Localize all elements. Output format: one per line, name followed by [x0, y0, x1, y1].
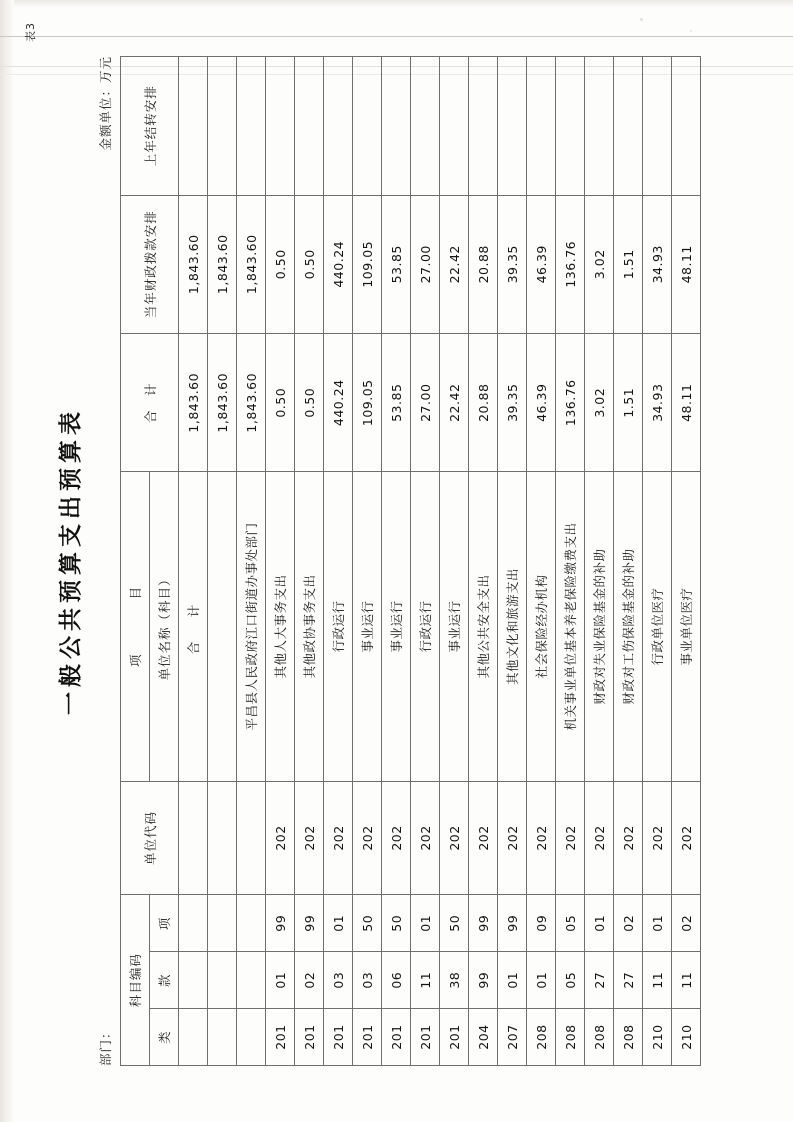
header-prev-year-carryover: 上年结转安排 [121, 57, 179, 196]
cell-unit-code: 202 [324, 781, 353, 895]
cell-code-section: 03 [324, 952, 353, 1009]
cell-code-item: 50 [353, 895, 382, 952]
cell-total: 20.88 [469, 334, 498, 472]
cell-unit-code: 202 [556, 781, 585, 895]
cell-current-year-budget: 1,843.60 [179, 195, 208, 333]
cell-total: 0.50 [295, 334, 324, 472]
cell-unit-name: 行政运行 [411, 472, 440, 781]
cell-prev-year-carryover [614, 57, 643, 196]
cell-total: 0.50 [266, 334, 295, 472]
cell-code-class [208, 1009, 237, 1066]
cell-unit-name: 其他文化和旅游支出 [498, 472, 527, 781]
cell-prev-year-carryover [266, 57, 295, 196]
cell-current-year-budget: 1,843.60 [237, 195, 266, 333]
cell-code-section: 03 [353, 952, 382, 1009]
page-title: 一般公共预算支出预算表 [58, 407, 84, 715]
cell-current-year-budget: 440.24 [324, 195, 353, 333]
cell-code-section: 99 [469, 952, 498, 1009]
cell-code-section: 27 [585, 952, 614, 1009]
cell-unit-name: 事业运行 [353, 472, 382, 781]
cell-prev-year-carryover [643, 57, 672, 196]
table-row [179, 57, 208, 1066]
cell-unit-name: 事业运行 [382, 472, 411, 781]
cell-code-item: 01 [411, 895, 440, 952]
cell-unit-name: 社会保险经办机构 [527, 472, 556, 781]
table-row [527, 57, 556, 1066]
header-current-year-budget: 当年财政拨款安排 [121, 195, 179, 333]
cell-code-item: 99 [295, 895, 324, 952]
table-row [295, 57, 324, 1066]
cell-total: 440.24 [324, 334, 353, 472]
amount-unit-label: 金额单位：万元 [98, 56, 113, 151]
cell-unit-code: 202 [527, 781, 556, 895]
header-code-item: 项 [150, 895, 179, 952]
cell-current-year-budget: 3.02 [585, 195, 614, 333]
table-header [121, 57, 179, 1066]
table-row [672, 57, 701, 1066]
cell-total: 1,843.60 [237, 334, 266, 472]
table-row [353, 57, 382, 1066]
cell-prev-year-carryover [672, 57, 701, 196]
cell-current-year-budget: 0.50 [266, 195, 295, 333]
cell-total: 48.11 [672, 334, 701, 472]
cell-code-class: 201 [266, 1009, 295, 1066]
cell-code-class: 210 [672, 1009, 701, 1066]
cell-unit-code [237, 781, 266, 895]
header-unit-code: 单位代码 [121, 781, 179, 895]
cell-unit-code: 202 [295, 781, 324, 895]
cell-unit-name: 其他政协事务支出 [295, 472, 324, 781]
cell-code-class [237, 1009, 266, 1066]
cell-code-item [208, 895, 237, 952]
cell-code-class: 207 [498, 1009, 527, 1066]
cell-code-section: 27 [614, 952, 643, 1009]
cell-total: 22.42 [440, 334, 469, 472]
cell-total: 27.00 [411, 334, 440, 472]
cell-code-section: 02 [295, 952, 324, 1009]
cell-code-section: 11 [643, 952, 672, 1009]
cell-code-section [208, 952, 237, 1009]
table-row [440, 57, 469, 1066]
cell-total: 1,843.60 [179, 334, 208, 472]
cell-code-class: 201 [353, 1009, 382, 1066]
cell-prev-year-carryover [556, 57, 585, 196]
header-code-group: 科目编码 [121, 895, 150, 1066]
cell-prev-year-carryover [382, 57, 411, 196]
table-row [266, 57, 295, 1066]
table-header-row-1 [121, 57, 150, 1066]
cell-current-year-budget: 22.42 [440, 195, 469, 333]
cell-code-item [237, 895, 266, 952]
cell-code-section: 01 [527, 952, 556, 1009]
cell-prev-year-carryover [179, 57, 208, 196]
cell-prev-year-carryover [469, 57, 498, 196]
department-label: 部门： [98, 1025, 113, 1066]
cell-code-item: 01 [324, 895, 353, 952]
cell-code-class: 210 [643, 1009, 672, 1066]
cell-current-year-budget: 53.85 [382, 195, 411, 333]
header-code-class: 类 [150, 1009, 179, 1066]
cell-unit-name: 事业运行 [440, 472, 469, 781]
cell-code-item: 99 [498, 895, 527, 952]
cell-code-item: 50 [440, 895, 469, 952]
cell-unit-name [208, 472, 237, 781]
cell-code-section: 11 [672, 952, 701, 1009]
cell-total: 1.51 [614, 334, 643, 472]
cell-unit-name: 行政运行 [324, 472, 353, 781]
cell-unit-name: 行政单位医疗 [643, 472, 672, 781]
table-row [208, 57, 237, 1066]
cell-unit-name: 其他人大事务支出 [266, 472, 295, 781]
cell-unit-name: 其他公共安全支出 [469, 472, 498, 781]
budget-table [120, 56, 701, 1066]
cell-unit-name: 财政对工伤保险基金的补助 [614, 472, 643, 781]
subheader-row [96, 56, 114, 1066]
cell-code-class: 208 [614, 1009, 643, 1066]
cell-unit-code: 202 [440, 781, 469, 895]
cell-code-item: 09 [527, 895, 556, 952]
table-row [614, 57, 643, 1066]
cell-code-class: 201 [382, 1009, 411, 1066]
cell-code-item: 01 [585, 895, 614, 952]
cell-prev-year-carryover [440, 57, 469, 196]
cell-unit-name: 事业单位医疗 [672, 472, 701, 781]
cell-current-year-budget: 46.39 [527, 195, 556, 333]
cell-total: 53.85 [382, 334, 411, 472]
cell-code-class: 208 [556, 1009, 585, 1066]
header-total: 合 计 [121, 334, 179, 472]
cell-total: 34.93 [643, 334, 672, 472]
cell-unit-name: 财政对失业保险基金的补助 [585, 472, 614, 781]
cell-total: 1,843.60 [208, 334, 237, 472]
cell-total: 46.39 [527, 334, 556, 472]
cell-current-year-budget: 109.05 [353, 195, 382, 333]
table-row [556, 57, 585, 1066]
cell-code-section [179, 952, 208, 1009]
table-row [585, 57, 614, 1066]
cell-unit-code: 202 [498, 781, 527, 895]
cell-code-class: 201 [324, 1009, 353, 1066]
cell-unit-code: 202 [382, 781, 411, 895]
cell-current-year-budget: 27.00 [411, 195, 440, 333]
cell-prev-year-carryover [353, 57, 382, 196]
cell-code-item: 02 [672, 895, 701, 952]
table-body [179, 57, 701, 1066]
cell-prev-year-carryover [324, 57, 353, 196]
cell-code-class: 208 [527, 1009, 556, 1066]
cell-current-year-budget: 1.51 [614, 195, 643, 333]
header-project-group: 项 目 [121, 472, 150, 781]
cell-code-item: 50 [382, 895, 411, 952]
cell-unit-code: 202 [585, 781, 614, 895]
cell-code-section: 01 [266, 952, 295, 1009]
cell-code-section: 11 [411, 952, 440, 1009]
form-number-label: 表3 [24, 22, 37, 42]
cell-prev-year-carryover [411, 57, 440, 196]
cell-unit-code: 202 [672, 781, 701, 895]
cell-total: 39.35 [498, 334, 527, 472]
table-row [324, 57, 353, 1066]
cell-prev-year-carryover [498, 57, 527, 196]
cell-current-year-budget: 1,843.60 [208, 195, 237, 333]
cell-total: 3.02 [585, 334, 614, 472]
cell-code-item: 99 [266, 895, 295, 952]
cell-unit-code: 202 [266, 781, 295, 895]
cell-unit-code [179, 781, 208, 895]
cell-code-class: 201 [440, 1009, 469, 1066]
cell-code-section: 06 [382, 952, 411, 1009]
cell-code-class: 208 [585, 1009, 614, 1066]
table-row [643, 57, 672, 1066]
cell-unit-name: 合 计 [179, 472, 208, 781]
cell-code-class: 201 [411, 1009, 440, 1066]
cell-prev-year-carryover [585, 57, 614, 196]
cell-current-year-budget: 136.76 [556, 195, 585, 333]
cell-unit-name: 机关事业单位基本养老保险缴费支出 [556, 472, 585, 781]
cell-code-item: 05 [556, 895, 585, 952]
cell-code-class: 204 [469, 1009, 498, 1066]
cell-prev-year-carryover [527, 57, 556, 196]
cell-current-year-budget: 20.88 [469, 195, 498, 333]
cell-unit-code: 202 [469, 781, 498, 895]
cell-unit-code: 202 [643, 781, 672, 895]
table-row [411, 57, 440, 1066]
cell-prev-year-carryover [208, 57, 237, 196]
table-row [469, 57, 498, 1066]
cell-current-year-budget: 34.93 [643, 195, 672, 333]
cell-code-item: 01 [643, 895, 672, 952]
header-code-section: 款 [150, 952, 179, 1009]
cell-code-section [237, 952, 266, 1009]
cell-total: 136.76 [556, 334, 585, 472]
cell-code-class: 201 [295, 1009, 324, 1066]
cell-total: 109.05 [353, 334, 382, 472]
table-row [237, 57, 266, 1066]
cell-unit-name: 平昌县人民政府江口街道办事处部门 [237, 472, 266, 781]
cell-code-section: 05 [556, 952, 585, 1009]
cell-unit-code: 202 [411, 781, 440, 895]
header-unit-name: 单位名称（科目） [150, 472, 179, 781]
cell-current-year-budget: 39.35 [498, 195, 527, 333]
cell-unit-code: 202 [614, 781, 643, 895]
cell-prev-year-carryover [237, 57, 266, 196]
cell-code-item: 02 [614, 895, 643, 952]
cell-prev-year-carryover [295, 57, 324, 196]
cell-unit-code [208, 781, 237, 895]
cell-current-year-budget: 48.11 [672, 195, 701, 333]
cell-code-item [179, 895, 208, 952]
cell-code-item: 99 [469, 895, 498, 952]
cell-unit-code: 202 [353, 781, 382, 895]
cell-code-class [179, 1009, 208, 1066]
cell-code-section: 38 [440, 952, 469, 1009]
cell-current-year-budget: 0.50 [295, 195, 324, 333]
table-row [498, 57, 527, 1066]
table-row [382, 57, 411, 1066]
cell-code-section: 01 [498, 952, 527, 1009]
